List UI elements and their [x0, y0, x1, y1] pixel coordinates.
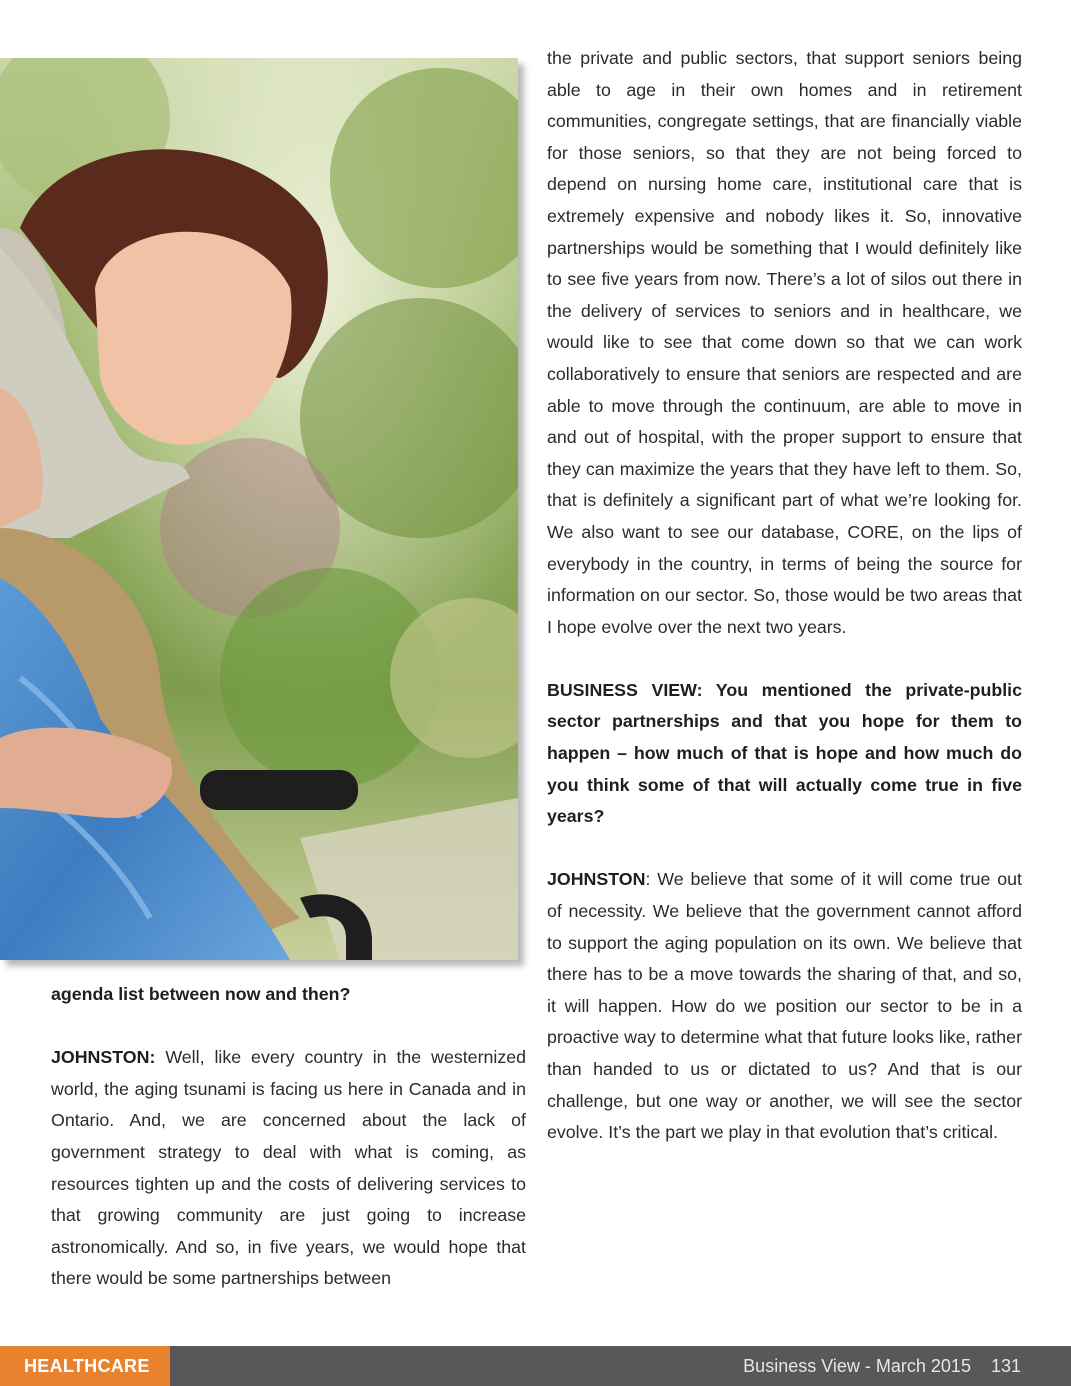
answer-text: Well, like every country in the westernized world, the aging tsunami is facing us here in Canada and in Ontario. And, we are concerned about the lack of government strategy to deal with what is coming, as resources tighten up and the costs of delivering services to that growing community are just going to increase astronomically. And so, in five years, we would hope that there would be some partnerships between — [51, 1047, 526, 1289]
business-view-question: BUSINESS VIEW: You mentioned the private-public sector partnerships and that you hope for them to happen – how much of that is hope and how much do you think some of that will actually come true in five years? — [547, 679, 1022, 827]
page-number: 131 — [990, 1356, 1021, 1376]
section-tag: HEALTHCARE — [0, 1346, 170, 1386]
publication-name: Business View - March 2015 — [743, 1356, 971, 1376]
speaker-label: JOHNSTON: — [51, 1047, 156, 1068]
right-text-column — [547, 43, 1022, 1180]
speaker-label: JOHNSTON — [547, 869, 646, 890]
article-photo — [0, 58, 518, 960]
answer-paragraph — [51, 1042, 526, 1295]
answer-text: : We believe that some of it will come true out of necessity. We believe that the government cannot afford to support the aging population on its own. We believe that there has to be a move towards the sharing of that, and so, it will happen. How do we position our sector to be in a proactive way to determine what that future looks like, rather than handed to us or dictated to us? And that is our challenge, but one way or another, we will see the sector evolve. It’s the part we play in that evolution that’s critical. — [547, 869, 1022, 1143]
page-footer — [0, 1346, 1071, 1386]
question-tail: agenda list between now and then? — [51, 984, 351, 1004]
photo-illustration — [0, 58, 518, 960]
publication-info — [743, 1346, 1021, 1386]
continuation-paragraph: the private and public sectors, that support seniors being able to age in their own homes and in retirement communities, congregate settings, that are financially viable for those seniors, so that they are not being forced to depend on nursing home care, institutional care that is extremely expensive and nobody likes it. So, innovative partnerships would be something that I would definitely like to see five years from now. There’s a lot of silos out there in the delivery of services to seniors and in healthcare, we would like to see that come down so that we can work collaboratively to ensure that seniors are respected and are able to move through the continuum, are able to move in and out of hospital, with the proper support to ensure that they can maximize the years that they have left to them. So, that is definitely a significant part of what we’re looking for. We also want to see our database, CORE, on the lips of everybody in the country, in terms of being the source for information on our sector. So, those would be two areas that I hope evolve over the next two years. — [547, 48, 1022, 637]
left-text-column — [51, 979, 526, 1327]
answer-paragraph — [547, 864, 1022, 1148]
